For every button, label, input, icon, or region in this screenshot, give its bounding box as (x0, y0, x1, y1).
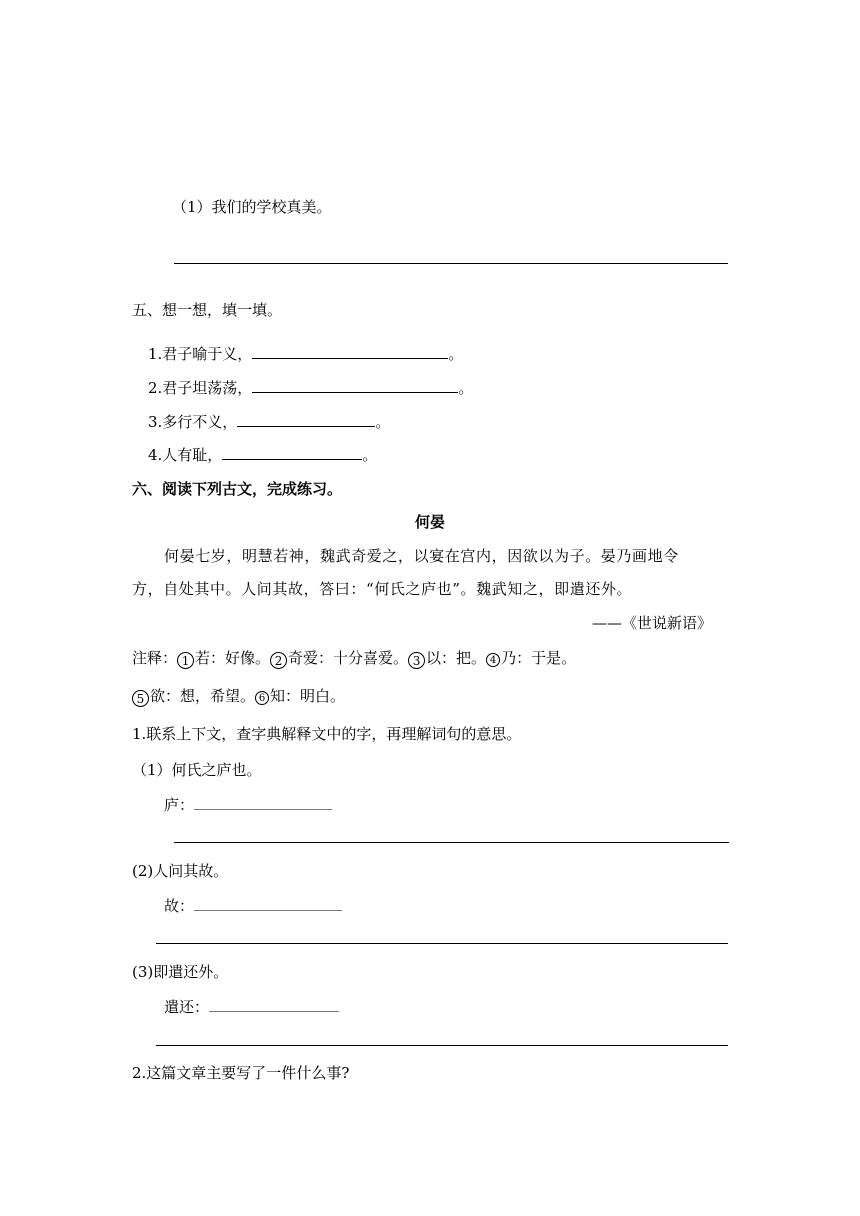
circled-number: 1 (177, 652, 194, 669)
passage-title: 何晏 (414, 513, 445, 531)
word-label: 故： (164, 897, 195, 915)
note-text: 以：把。 (426, 649, 487, 667)
notes (132, 647, 576, 669)
word-blank[interactable] (209, 996, 339, 1012)
fill-blank[interactable] (237, 411, 375, 427)
fill-prefix: 1.君子喻于义， (148, 345, 253, 363)
circled-number: 6 (255, 691, 269, 705)
word-explain (164, 895, 342, 916)
answer-line[interactable] (156, 943, 728, 944)
question-title: 2.这篇文章主要写了一件什么事? (132, 1064, 350, 1082)
fill-item (148, 444, 377, 465)
sub-question: (3)即遣还外。 (132, 963, 229, 981)
circled-number: 2 (270, 652, 287, 669)
fill-blank[interactable] (222, 444, 362, 460)
fill-suffix: 。 (448, 345, 464, 363)
passage-line: 方，自处其中。人问其故，答曰：“何氏之庐也”。魏武知之，即遣还外。 (132, 580, 633, 598)
question-item: （1）我们的学校真美。 (172, 198, 332, 216)
notes-label: 注释： (132, 649, 178, 667)
fill-prefix: 4.人有耻， (148, 446, 223, 464)
passage-source: ——《世说新语》 (592, 614, 713, 632)
note-text: 知：明白。 (270, 687, 346, 705)
section-title: 六、阅读下列古文，完成练习。 (132, 480, 343, 498)
question-title: 1.联系上下文，查字典解释文中的字，再理解词句的意思。 (132, 725, 522, 743)
note-text: 乃：于是。 (501, 649, 577, 667)
passage-line: 何晏七岁，明慧若神，魏武奇爱之，以宴在宫内，因欲以为子。晏乃画地令 (164, 547, 679, 565)
answer-line[interactable] (156, 1045, 728, 1046)
fill-suffix: 。 (375, 413, 391, 431)
fill-suffix: 。 (362, 446, 378, 464)
word-explain (164, 996, 339, 1017)
notes (132, 685, 345, 707)
sub-question: （1）何氏之庐也。 (132, 761, 262, 779)
word-label: 庐： (164, 796, 195, 814)
word-blank[interactable] (194, 794, 332, 810)
word-blank[interactable] (194, 895, 342, 911)
fill-suffix: 。 (458, 379, 474, 397)
note-text: 若：好像。 (195, 649, 271, 667)
word-explain (164, 794, 332, 815)
circled-number: 5 (132, 690, 149, 707)
circled-number: 4 (486, 653, 500, 667)
fill-prefix: 3.多行不义， (148, 413, 238, 431)
section-title: 五、想一想，填一填。 (132, 301, 283, 319)
answer-line[interactable] (174, 263, 728, 264)
fill-item (148, 411, 390, 432)
word-label: 遣还： (164, 998, 210, 1016)
fill-prefix: 2.君子坦荡荡， (148, 379, 253, 397)
note-text: 欲：想，希望。 (150, 687, 256, 705)
fill-item (148, 343, 463, 364)
note-text: 奇爱：十分喜爱。 (288, 649, 409, 667)
sub-question: (2)人问其故。 (132, 862, 229, 880)
circled-number: 3 (408, 652, 425, 669)
fill-blank[interactable] (252, 343, 448, 359)
fill-blank[interactable] (252, 377, 458, 393)
answer-line[interactable] (174, 842, 729, 843)
fill-item (148, 377, 473, 398)
